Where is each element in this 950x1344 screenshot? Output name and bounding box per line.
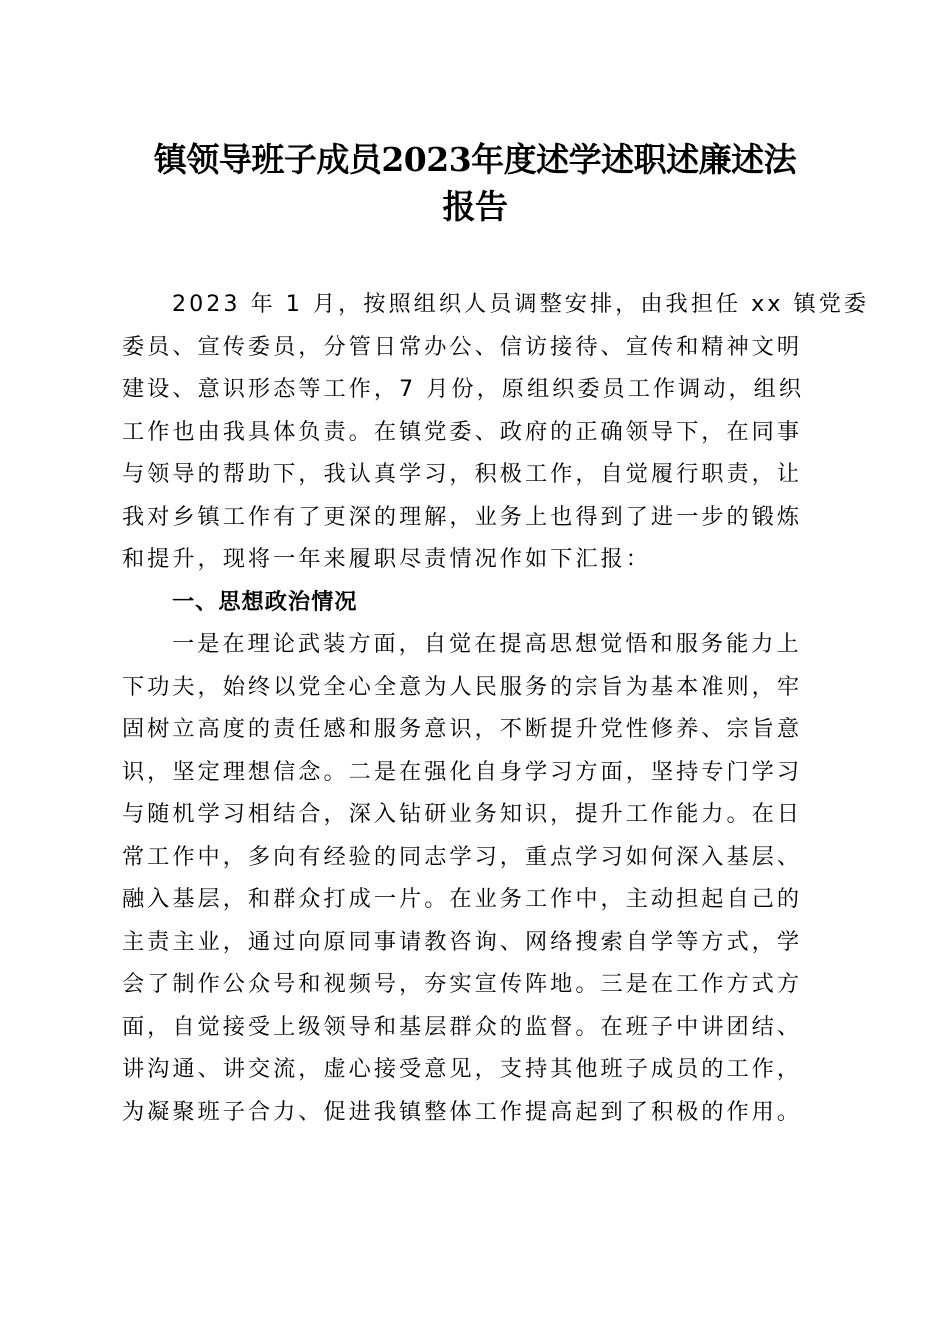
text-line: 识，坚定理想信念。二是在强化自身学习方面，坚持专门学习 (122, 758, 803, 785)
section-heading-text: 一、思想政治情况 (172, 588, 358, 615)
text-line: 与随机学习相结合，深入钻研业务知识，提升工作能力。在日 (122, 801, 803, 827)
text-line: 为凝聚班子合力、促进我镇整体工作提高起到了积极的作用。 (122, 1098, 803, 1125)
text-line: 融入基层，和群众打成一片。在业务工作中，主动担起自己的 (122, 886, 803, 912)
text-line: 面，自觉接受上级领导和基层群众的监督。在班子中讲团结、 (122, 1013, 803, 1040)
text-line: 讲沟通、讲交流，虚心接受意见，支持其他班子成员的工作， (122, 1056, 803, 1082)
text-line: 下功夫，始终以党全心全意为人民服务的宗旨为基本准则，牢 (122, 673, 803, 700)
text-line: 固树立高度的责任感和服务意识，不断提升党性修养、宗旨意 (122, 716, 803, 742)
title-line-2: 报告 (442, 187, 508, 226)
text-line: 和提升，现将一年来履职尽责情况作如下汇报： (122, 546, 651, 572)
text-line: 常工作中，多向有经验的同志学习，重点学习如何深入基层、 (122, 843, 803, 870)
text-line: 工作也由我具体负责。在镇党委、政府的正确领导下，在同事 (122, 418, 803, 445)
document-title (100, 136, 850, 230)
document-body (122, 283, 870, 1133)
text-line: 建设、意识形态等工作，7 月份，原组织委员工作调动，组织 (122, 376, 805, 402)
text-line: 我对乡镇工作有了更深的理解，业务上也得到了进一步的锻炼 (122, 503, 803, 530)
text-line: 与领导的帮助下，我认真学习，积极工作，自觉履行职责，让 (122, 461, 803, 487)
text-line: 一是在理论武装方面，自觉在提高思想觉悟和服务能力上 (172, 631, 802, 657)
paragraph-political (122, 623, 832, 1133)
paragraph-intro (122, 283, 870, 581)
text-line: 主责主业，通过向原同事请教咨询、网络搜索自学等方式，学 (122, 928, 803, 955)
text-line: 会了制作公众号和视频号，夯实宣传阵地。三是在工作方式方 (122, 971, 803, 997)
text-line: 2023 年 1 月，按照组织人员调整安排，由我担任 xx 镇党委 (172, 291, 870, 317)
title-line-1: 镇领导班子成员2023年度述学述职述廉述法 (153, 140, 797, 179)
section-heading (122, 581, 832, 624)
text-line: 委员、宣传委员，分管日常办公、信访接待、宣传和精神文明 (122, 333, 803, 360)
